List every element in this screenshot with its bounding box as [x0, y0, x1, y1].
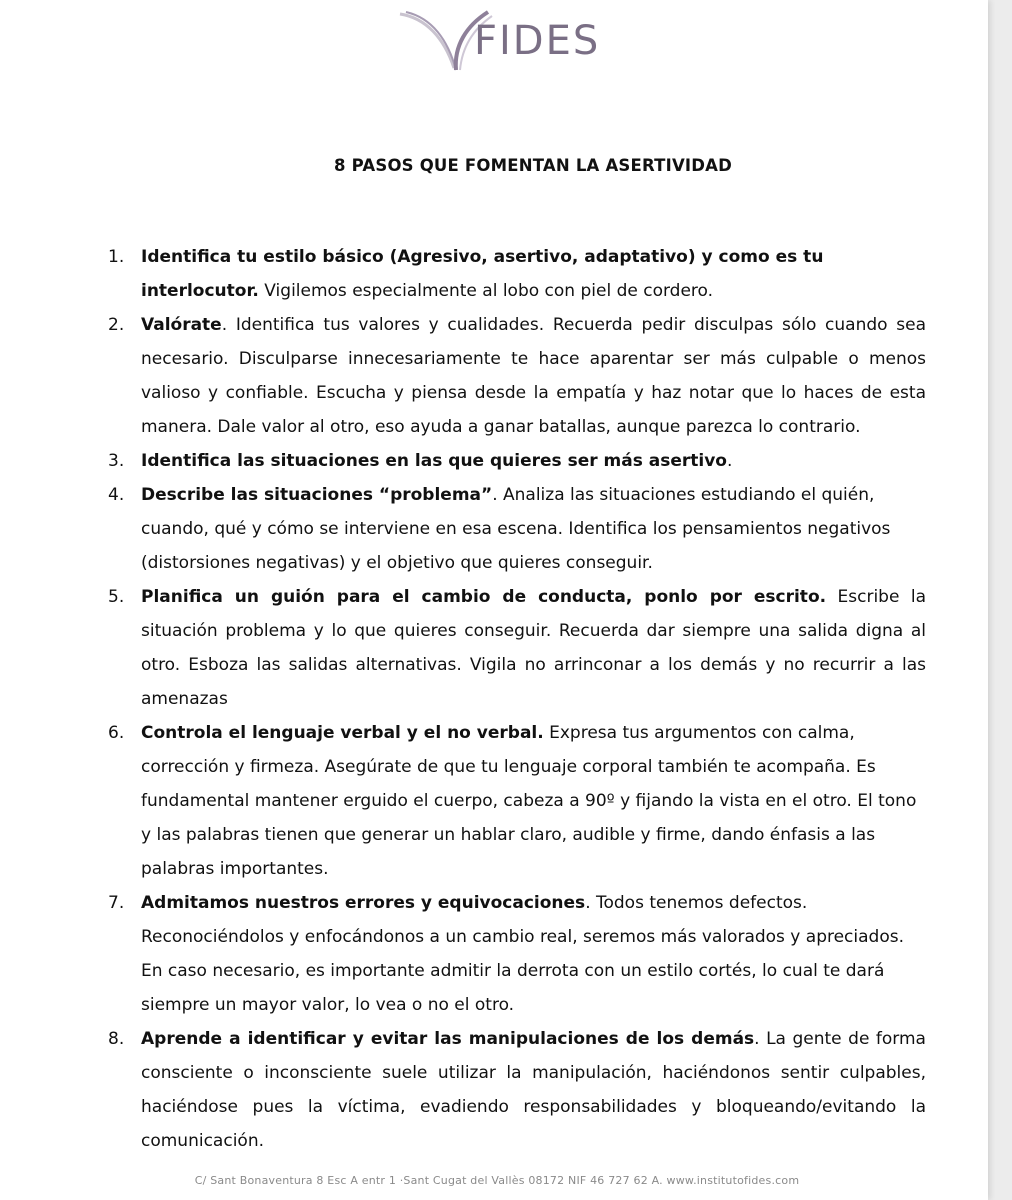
- step-text: . Todos tenemos defectos. Reconociéndolos y enfocándonos a un cambio real, seremos más valorados y apreciados. En caso necesario, es importante admitir la derrota con un estilo cortés, lo cual te dará siempre un mayor valor, lo vea o no el otro.: [141, 893, 904, 1015]
- step-text: . La gente de forma consciente o inconsciente suele utilizar la manipulación, haciéndonos sentir culpables, haciéndose pues la víctima, evadiendo responsabilidades y bloqueando/evitando la comunicación.: [141, 1029, 926, 1151]
- document-title: 8 PASOS QUE FOMENTAN LA ASERTIVIDAD: [333, 156, 733, 175]
- step-heading: Describe las situaciones “problema”: [141, 485, 493, 505]
- step-heading: Valórate: [141, 315, 222, 335]
- step-heading: Aprende a identificar y evitar las manipulaciones de los demás: [141, 1029, 755, 1049]
- step-number: 8.: [108, 1029, 125, 1049]
- page-footer: C/ Sant Bonaventura 8 Esc A entr 1 ·Sant Cugat del Vallès 08172 NIF 46 727 62 A. www.institutofides.com: [194, 1174, 800, 1187]
- step-number: 1.: [108, 247, 125, 267]
- list-item: [108, 886, 926, 1022]
- step-heading: Controla el lenguaje verbal y el no verbal.: [141, 723, 544, 743]
- step-text: .: [726, 451, 733, 471]
- logo-text: FIDES: [474, 18, 601, 64]
- list-item: [108, 444, 926, 478]
- list-item: [108, 716, 926, 886]
- step-number: 6.: [108, 723, 125, 743]
- step-text: Vigilemos especialmente al lobo con piel de cordero.: [258, 281, 714, 301]
- step-text: Expresa tus argumentos con calma, corrección y firmeza. Asegúrate de que tu lenguaje corporal también te acompaña. Es fundamental mantener erguido el cuerpo, cabeza a 90º y fijando la vista en el otro. El tono y las palabras tienen que generar un hablar claro, audible y firme, dando énfasis a las palabras importantes.: [141, 723, 917, 879]
- steps-list: [108, 240, 926, 1158]
- step-heading: Planifica un guión para el cambio de conducta, ponlo por escrito.: [141, 587, 827, 607]
- step-text: . Identifica tus valores y cualidades. Recuerda pedir disculpas sólo cuando sea necesario. Disculparse innecesariamente te hace aparentar ser más culpable o menos valioso y confiable. Escucha y piensa desde la empatía y haz notar que lo haces de esta manera. Dale valor al otro, eso ayuda a ganar batallas, aunque parezca lo contrario.: [141, 315, 926, 437]
- list-item: [108, 240, 926, 308]
- list-item: [108, 580, 926, 716]
- step-heading: Identifica las situaciones en las que quieres ser más asertivo: [141, 451, 727, 471]
- step-number: 7.: [108, 893, 125, 913]
- step-text: Escribe la situación problema y lo que quieres conseguir. Recuerda dar siempre una salida digna al otro. Esboza las salidas alternativas. Vigila no arrinconar a los demás y no recurrir a las amenazas: [141, 587, 926, 709]
- list-item: [108, 308, 926, 444]
- step-heading: Identifica tu estilo básico (Agresivo, asertivo, adaptativo) y como es tu interlocutor.: [141, 247, 824, 301]
- list-item: [108, 478, 926, 580]
- step-number: 4.: [108, 485, 125, 505]
- list-item: [108, 1022, 926, 1158]
- step-number: 5.: [108, 587, 125, 607]
- step-number: 2.: [108, 315, 125, 335]
- step-number: 3.: [108, 451, 125, 471]
- step-text: . Analiza las situaciones estudiando el quién, cuando, qué y cómo se interviene en esa escena. Identifica los pensamientos negativos (distorsiones negativas) y el objetivo que quieres conseguir.: [141, 485, 891, 573]
- step-heading: Admitamos nuestros errores y equivocaciones: [141, 893, 586, 913]
